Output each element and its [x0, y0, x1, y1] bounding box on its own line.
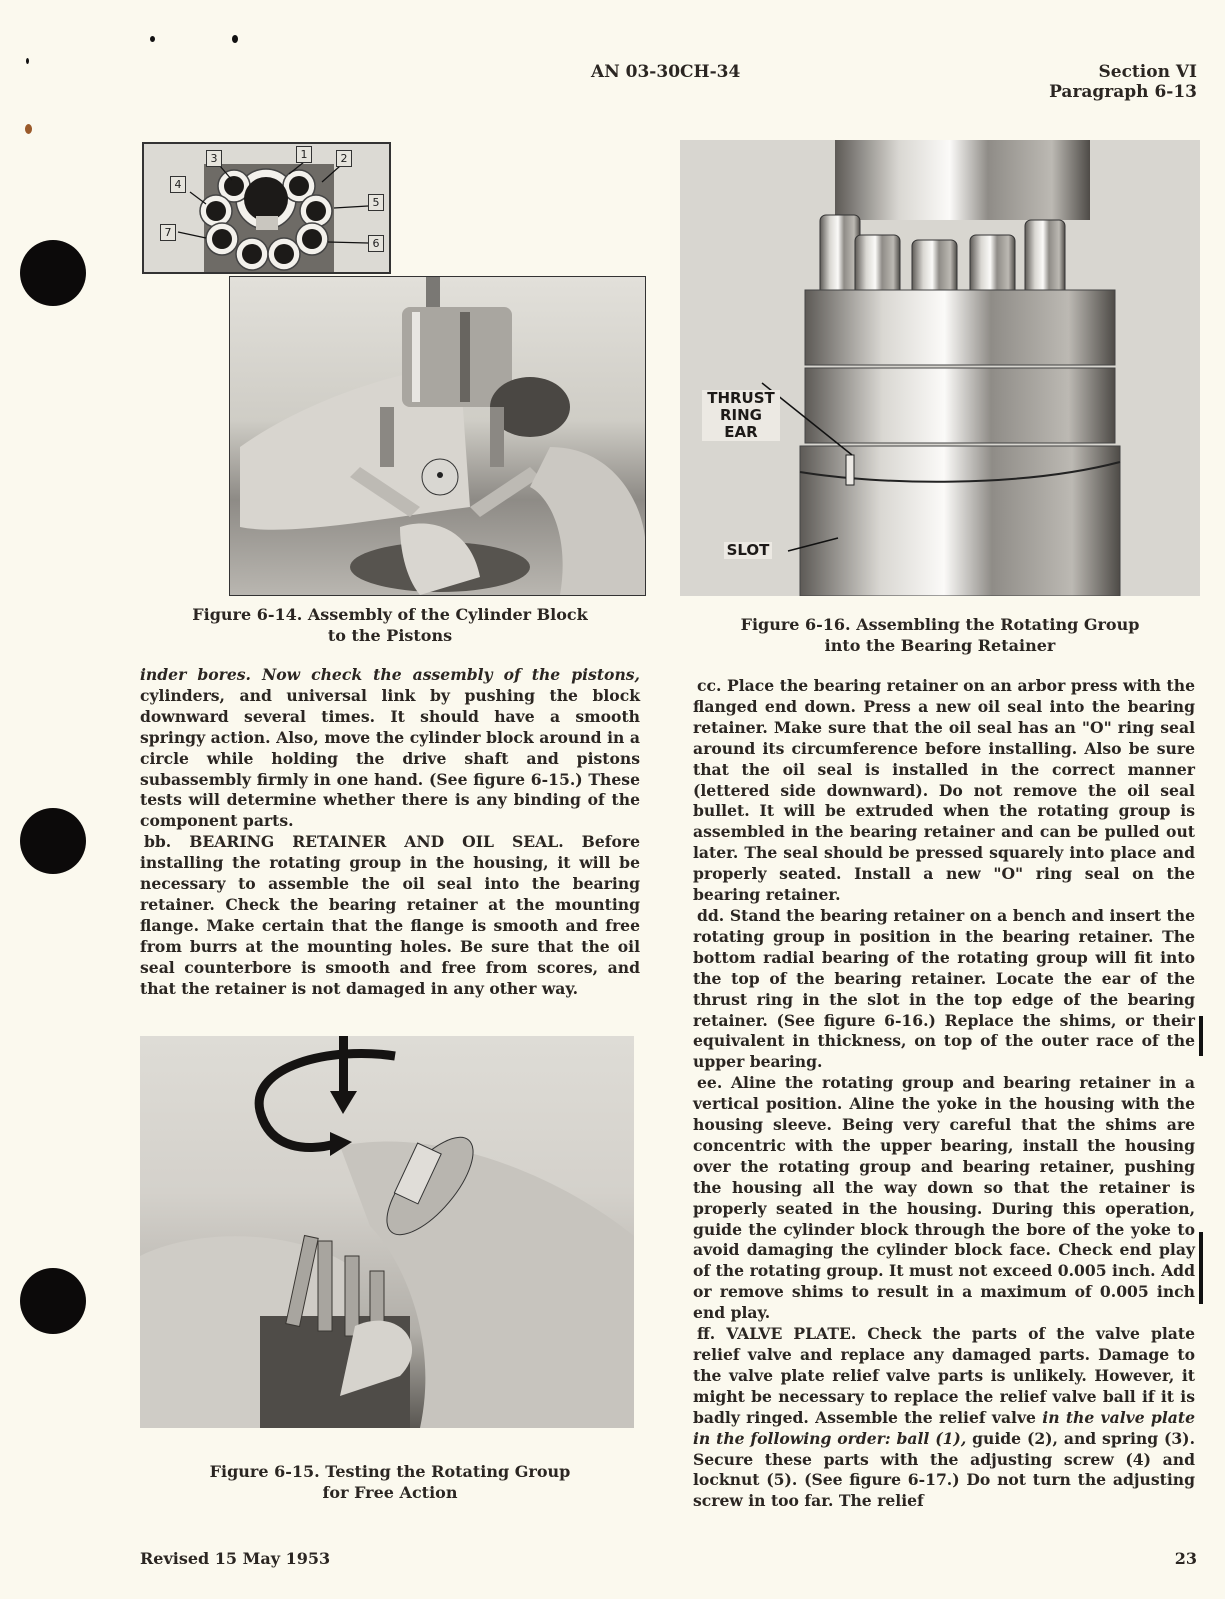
- caption-line: to the Pistons: [327, 626, 453, 645]
- figure-6-14-photo: [229, 276, 646, 596]
- cylinder-block-assembly-illustration: [230, 277, 645, 595]
- revision-date: Revised 15 May 1953: [140, 1549, 331, 1568]
- figure-6-15-photo: [140, 1036, 634, 1428]
- page-number: 23: [1174, 1549, 1197, 1568]
- callout-7: 7: [160, 224, 176, 241]
- figure-6-14-caption: [140, 604, 640, 646]
- callout-3: 3: [206, 150, 222, 167]
- thrust-ring-ear-label: [702, 390, 780, 441]
- paragraph-ff-body: guide (2), and spring (3). Secure these parts with the adjusting screw (4) and locknut (5). (See figure 6-17.) Do not turn the adjusting screw in too far. The relief: [693, 1428, 1195, 1511]
- speck: [25, 124, 32, 134]
- binder-hole-bottom: [20, 1268, 86, 1334]
- rotation-arrow-icon: [259, 1053, 395, 1156]
- paragraph-ff-heading: ff. VALVE PLATE.: [697, 1324, 857, 1344]
- paragraph-ff-body: Check the parts of the valve plate relief valve and replace any damaged parts. Damage to the valve plate relief valve parts is unlikely. However, it might be necessary to replace the relief valve ball if it is badly ringed. Assemble the relief valve: [693, 1324, 1195, 1427]
- callout-4: 4: [170, 176, 186, 193]
- speck: [150, 36, 155, 42]
- callout-6: 6: [368, 235, 384, 252]
- figure-6-16-photo: [680, 140, 1200, 596]
- binder-hole-top: [20, 240, 86, 306]
- paragraph-cc: cc. Place the bearing retainer on an arbor press with the flanged end down. Press a new oil seal into the bearing retainer. Make sure that the oil seal has an "O" ring seal around its circumference before installing. Also be sure that the oil seal is installed in the correct manner (lettered side downward). Do not remove the oil seal bullet. It will be extruded when the rotating group is assembled in the bearing retainer and can be pulled out later. The seal should be pressed squarely into place and properly seated. Install a new "O" ring seal on the bearing retainer.: [693, 676, 1195, 905]
- speck: [232, 35, 238, 43]
- caption-line: for Free Action: [322, 1483, 458, 1502]
- paragraph-bb-heading: bb. BEARING RETAINER AND OIL SEAL.: [144, 832, 564, 852]
- paragraph-aa-continuation: cylinders, and universal link by pushing the block downward several times. It should have a smooth springy action. Also, move the cylinder block around in a circle while holding the drive shaft and pistons subassembly firmly in one hand. (See figure 6-15.) These tests will determine whether there is any binding of the component parts.: [140, 685, 640, 831]
- change-bar: [1199, 1232, 1203, 1304]
- label-line: RING: [720, 406, 762, 424]
- push-down-arrow-icon: [330, 1036, 357, 1114]
- paragraph-ff-italic: in the valve plate in the following order: ball (1),: [693, 1407, 1195, 1448]
- label-line: THRUST: [707, 389, 775, 407]
- label-line: EAR: [724, 423, 758, 441]
- rotating-group-test-illustration: [140, 1036, 634, 1428]
- callout-1: 1: [296, 146, 312, 163]
- paragraph-label: Paragraph 6-13: [1049, 82, 1197, 102]
- left-column-text: [140, 665, 640, 1000]
- change-bar: [1199, 1016, 1203, 1056]
- paragraph-bb-body: Before installing the rotating group in the housing, it will be necessary to assemble the oil seal into the bearing retainer. Check the bearing retainer at the mounting flange. Make certain that the flange is smooth and free from burrs at the mounting holes. Be sure that the oil seal counterbore is smooth and free from scores, and that the retainer is not damaged in any other way.: [140, 832, 640, 998]
- figure-6-14-inset: [142, 142, 391, 274]
- right-column-text: [693, 676, 1195, 1512]
- figure-6-15-caption: [140, 1461, 640, 1503]
- figure-6-16-caption: [680, 614, 1200, 656]
- caption-line: Figure 6-16. Assembling the Rotating Group: [740, 615, 1140, 634]
- document-number: AN 03-30CH-34: [591, 62, 741, 82]
- section-label: Section VI: [1098, 62, 1197, 82]
- bearing-retainer-assembly-illustration: [680, 140, 1200, 596]
- caption-line: Figure 6-15. Testing the Rotating Group: [209, 1462, 571, 1481]
- paragraph-dd: dd. Stand the bearing retainer on a bench and insert the rotating group in position in the bearing retainer. The bottom radial bearing of the rotating group will fit into the top of the bearing retainer. Locate the ear of the thrust ring in the slot in the top edge of the bearing retainer. (See figure 6-16.) Replace the shims, or their equivalent in thickness, on top of the outer race of the upper bearing.: [693, 905, 1195, 1072]
- slot-label: SLOT: [724, 542, 772, 559]
- speck: [26, 58, 29, 64]
- paragraph-ee: ee. Aline the rotating group and bearing retainer in a vertical position. Aline the yoke in the housing with the housing sleeve. Being very careful that the shims are concentric with the upper bearing, install the housing over the rotating group and bearing retainer, pushing the housing all the way down so that the retainer is properly seated in the housing. During this operation, guide the cylinder block through the bore of the yoke to avoid damaging the cylinder block face. Check end play of the rotating group. It must not exceed 0.005 inch. Add or remove shims to result in a maximum of 0.005 inch end play.: [693, 1073, 1195, 1323]
- cylinder-bore-numbering-diagram: [144, 144, 389, 272]
- callout-2: 2: [336, 150, 352, 167]
- caption-line: Figure 6-14. Assembly of the Cylinder Block: [192, 605, 588, 624]
- paragraph-aa-continuation-italic: Now check the assembly of the pistons,: [262, 665, 640, 684]
- callout-5: 5: [368, 194, 384, 211]
- caption-line: into the Bearing Retainer: [824, 636, 1056, 655]
- binder-hole-middle: [20, 808, 86, 874]
- paragraph-aa-continuation-italic: inder bores.: [140, 665, 251, 684]
